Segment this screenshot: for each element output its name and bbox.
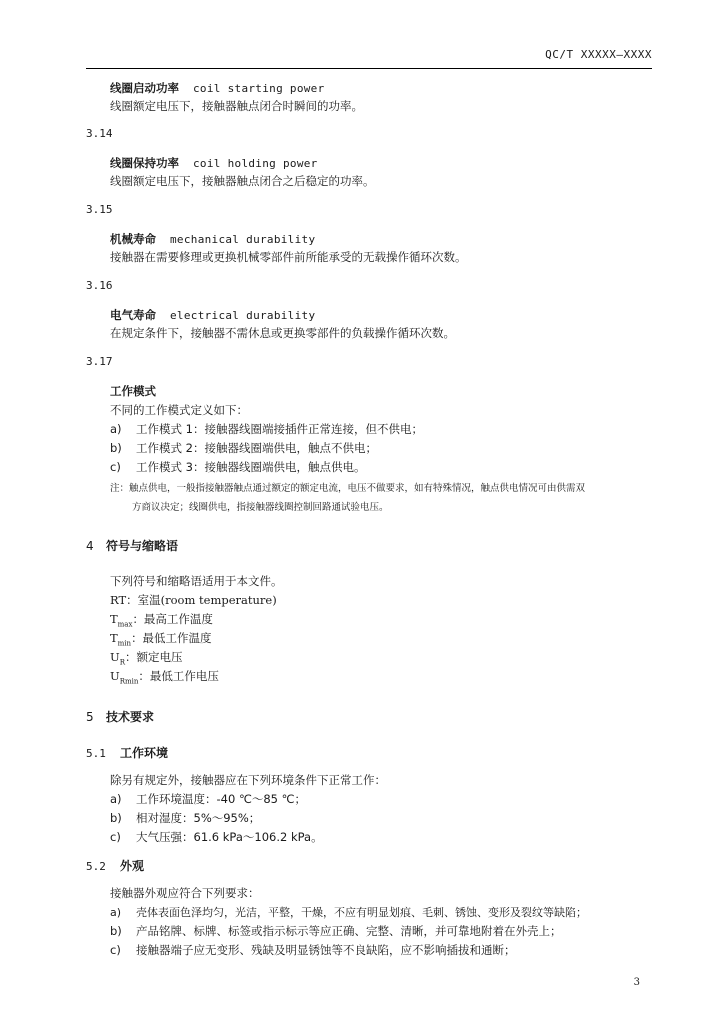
- section-5-heading: [86, 708, 154, 725]
- term-en: coil starting power: [193, 82, 325, 95]
- page-number: 3: [633, 977, 640, 988]
- definition-coil-holding: 线圈额定电压下，接触器触点闭合之后稳定的功率。: [110, 174, 375, 188]
- term-mechanical-durability: [110, 231, 315, 247]
- list-item: [110, 459, 365, 475]
- operating-mode-intro: 不同的工作模式定义如下：: [110, 403, 248, 417]
- symbol-sub: Rmin: [119, 677, 139, 686]
- term-en: coil holding power: [193, 157, 318, 170]
- term-coil-holding: [110, 155, 318, 171]
- clause-number: 3.17: [86, 355, 113, 368]
- clause-number: 3.14: [86, 127, 113, 140]
- note-line-1: 注：触点供电，一般指接触器触点通过额定的额定电流，电压不做要求，如有特殊情况，触点供电情况可由供需双: [110, 483, 586, 494]
- symbol-desc: ：最低工作电压: [138, 669, 219, 683]
- list-marker: c): [110, 943, 121, 957]
- list-item: [110, 440, 377, 456]
- list-marker: b): [110, 441, 122, 455]
- appearance-intro: 接触器外观应符合下列要求：: [110, 886, 260, 900]
- list-text: 壳体表面色泽均匀，光洁，平整，干燥，不应有明显划痕、毛刺、锈蚀、变形及裂纹等缺陷；: [136, 906, 587, 919]
- section-title: 外观: [120, 859, 145, 873]
- symbol-base: T: [110, 631, 118, 645]
- symbols-intro: 下列符号和缩略语适用于本文件。: [110, 574, 283, 588]
- list-item: [110, 810, 260, 826]
- list-text: 产品铭牌、标牌、标签或指示标示等应正确、完整、清晰，并可靠地附着在外壳上；: [136, 924, 562, 938]
- symbol-base: T: [110, 612, 118, 626]
- list-item: [110, 791, 306, 807]
- term-zh: 线圈启动功率: [110, 81, 179, 95]
- clause-number: 3.15: [86, 203, 113, 216]
- note-line-2: 方商议决定；线圈供电，指接触器线圈控制回路通试验电压。: [132, 502, 389, 513]
- list-item: [110, 829, 323, 845]
- term-operating-mode: 工作模式: [110, 384, 156, 398]
- term-coil-starting: [110, 80, 325, 96]
- list-marker: b): [110, 924, 122, 938]
- definition-electrical-durability: 在规定条件下，接触器不需休息或更换零部件的负载操作循环次数。: [110, 326, 455, 340]
- section-title: 技术要求: [106, 710, 155, 724]
- section-title: 符号与缩略语: [106, 539, 179, 553]
- term-en: mechanical durability: [170, 233, 316, 246]
- list-text: 工作模式 2：接触器线圈端供电，触点不供电；: [136, 441, 377, 455]
- list-text: 工作环境温度：-40 ℃～85 ℃；: [136, 792, 307, 806]
- section-4-heading: [86, 537, 178, 554]
- term-en: electrical durability: [170, 309, 316, 322]
- list-marker: b): [110, 811, 122, 825]
- list-item: [110, 904, 587, 920]
- list-item: [110, 942, 516, 958]
- list-marker: a): [110, 792, 122, 806]
- section-title: 工作环境: [120, 746, 169, 760]
- clause-number: 3.16: [86, 279, 113, 292]
- section-number: 5.2: [86, 860, 106, 873]
- section-5-1-heading: [86, 744, 168, 761]
- symbol-tmin: [110, 630, 212, 647]
- symbol-base: RT: [110, 593, 127, 607]
- list-marker: c): [110, 460, 121, 474]
- section-number: 5.1: [86, 747, 106, 760]
- symbol-desc: ：室温(room temperature): [126, 593, 277, 607]
- list-text: 工作模式 3：接触器线圈端供电，触点供电。: [136, 460, 366, 474]
- symbol-desc: ：最低工作温度: [131, 631, 212, 645]
- symbol-urmin: [110, 668, 219, 685]
- symbol-sub: min: [117, 639, 132, 648]
- list-text: 大气压强：61.6 kPa～106.2 kPa。: [136, 830, 323, 844]
- doc-code-header: QC/T XXXXX—XXXX: [545, 48, 652, 61]
- list-marker: c): [110, 830, 121, 844]
- symbol-sub: max: [117, 620, 133, 629]
- list-text: 相对湿度：5%～95%；: [136, 811, 261, 825]
- definition-mechanical-durability: 接触器在需要修理或更换机械零部件前所能承受的无载操作循环次数。: [110, 250, 467, 264]
- term-zh: 电气寿命: [110, 308, 156, 322]
- definition-coil-starting: 线圈额定电压下，接触器触点闭合时瞬间的功率。: [110, 99, 363, 113]
- list-text: 工作模式 1：接触器线圈端接插件正常连接，但不供电；: [136, 422, 423, 436]
- list-text: 接触器端子应无变形、残缺及明显锈蚀等不良缺陷，应不影响插拔和通断；: [136, 943, 516, 957]
- symbol-base: U: [110, 650, 120, 664]
- list-marker: a): [110, 422, 122, 436]
- symbol-desc: ：额定电压: [124, 650, 183, 664]
- term-zh: 线圈保持功率: [110, 156, 179, 170]
- list-item: [110, 923, 562, 939]
- symbol-sub: R: [119, 658, 125, 667]
- environment-intro: 除另有规定外，接触器应在下列环境条件下正常工作：: [110, 773, 386, 787]
- list-marker: a): [110, 906, 122, 919]
- section-number: 4: [86, 539, 94, 553]
- symbol-rt: [110, 592, 277, 608]
- symbol-desc: ：最高工作温度: [132, 612, 213, 626]
- symbol-base: U: [110, 669, 120, 683]
- term-electrical-durability: [110, 307, 315, 323]
- header-rule: [86, 68, 652, 69]
- symbol-tmax: [110, 611, 213, 628]
- section-5-2-heading: [86, 857, 144, 874]
- symbol-ur: [110, 649, 182, 666]
- section-number: 5: [86, 710, 94, 724]
- term-zh: 机械寿命: [110, 232, 156, 246]
- list-item: [110, 421, 423, 437]
